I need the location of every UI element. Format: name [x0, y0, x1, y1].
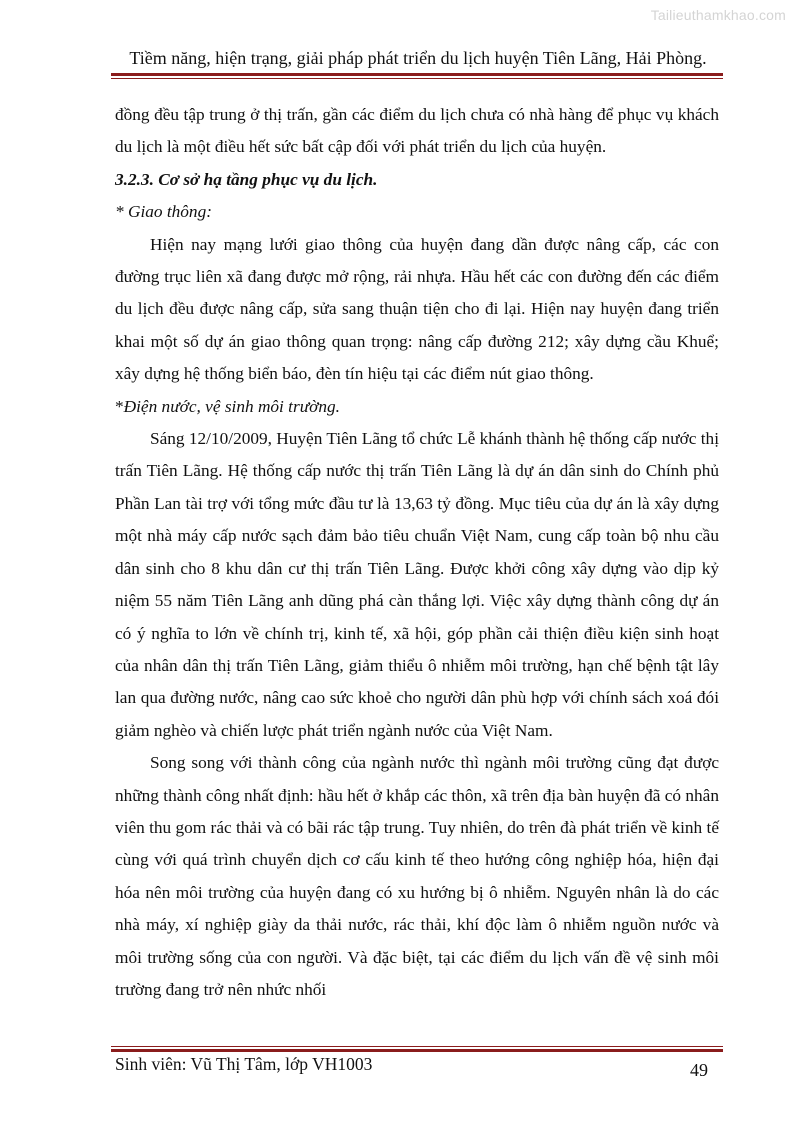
page-number: 49 [690, 1060, 708, 1080]
section-heading: 3.2.3. Cơ sở hạ tầng phục vụ du lịch. [115, 169, 378, 189]
footer-author: Sinh viên: Vũ Thị Tâm, lớp VH1003 [115, 1054, 373, 1074]
watermark: Tailieuthamkhao.com [650, 7, 786, 23]
subheading-utilities-prefix: * [115, 396, 124, 416]
footer-divider [111, 1046, 723, 1052]
paragraph-water: Sáng 12/10/2009, Huyện Tiên Lãng tổ chức Lễ khánh thành hệ thống cấp nước thị trấn Tiên Lãng. Hệ thống cấp nước thị trấn Tiên Lãng là dự án dân sinh do Chính phủ Phần Lan tài trợ với tổng mức đầu tư là 13,63 tỷ đồng. Mục tiêu của dự án là xây dựng một nhà máy cấp nước sạch đảm bảo tiêu chuẩn Việt Nam, cung cấp toàn bộ nhu cầu dân sinh cho 8 khu dân cư thị trấn Tiên Lãng. Được khởi công xây dựng vào dịp kỷ niệm 55 năm Tiên Lãng anh dũng phá càn thắng lợi. Việc xây dựng thành công dự án có ý nghĩa to lớn về chính trị, kinh tế, xã hội, góp phần cải thiện điều kiện sinh hoạt của nhân dân thị trấn Tiên Lãng, giảm thiểu ô nhiễm môi trường, hạn chế bệnh tật lây lan qua đường nước, nâng cao sức khoẻ cho người dân phù hợp với chính sách xoá đói giảm nghèo và chiến lược phát triển ngành nước của Việt Nam. [115, 429, 719, 740]
paragraph-environment: Song song với thành công của ngành nước thì ngành môi trường cũng đạt được những thành công nhất định: hầu hết ở khắp các thôn, xã trên địa bàn huyện đã có nhân viên thu gom rác thải và có bãi rác tập trung. Tuy nhiên, do trên đà phát triển về kinh tế cùng với quá trình chuyển dịch cơ cấu kinh tế theo hướng công nghiệp hóa, hiện đại hóa nên môi trường của huyện đang có xu hướng bị ô nhiễm. Nguyên nhân là do các nhà máy, xí nghiệp giày da thải nước, rác thải, khí độc làm ô nhiễm nguồn nước và môi trường sống của con người. Và đặc biệt, tại các điểm du lịch vấn đề vệ sinh môi trường đang trở nên nhức nhối [115, 753, 719, 999]
subheading-utilities [115, 391, 719, 423]
page-header-title: Tiềm năng, hiện trạng, giải pháp phát triển du lịch huyện Tiên Lãng, Hải Phòng. [129, 48, 707, 68]
subheading-transport: * Giao thông: [115, 202, 212, 222]
intro-paragraph: đồng đều tập trung ở thị trấn, gần các điểm du lịch chưa có nhà hàng để phục vụ khách du lịch là một điều hết sức bất cập đối với phát triển du lịch của huyện. [115, 105, 719, 157]
subheading-utilities-text: Điện nước, vệ sinh môi trường. [123, 396, 340, 416]
paragraph-transport: Hiện nay mạng lưới giao thông của huyện đang dần được nâng cấp, các con đường trục liên xã đang được mở rộng, rải nhựa. Hầu hết các con đường đến các điểm du lịch đều được nâng cấp, sửa sang thuận tiện cho đi lại. Hiện nay huyện đang triển khai một số dự án giao thông quan trọng: nâng cấp đường 212; xây dựng cầu Khuể; xây dựng hệ thống biển báo, đèn tín hiệu tại các điểm nút giao thông. [115, 234, 719, 384]
document-body [115, 99, 719, 1006]
header-divider [111, 73, 723, 79]
